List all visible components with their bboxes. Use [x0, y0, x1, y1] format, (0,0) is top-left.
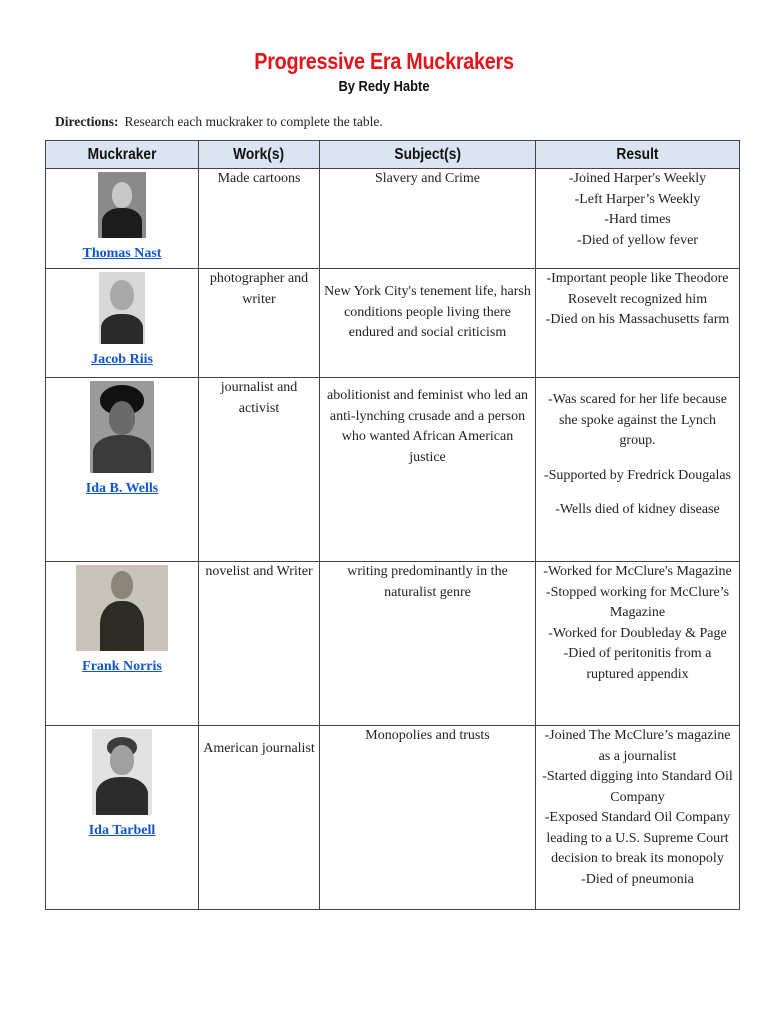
- muckraker-link[interactable]: Jacob Riis: [91, 352, 153, 367]
- portrait-photo: [99, 272, 145, 344]
- subjects-cell: Slavery and Crime: [320, 169, 536, 269]
- muckraker-link[interactable]: Ida Tarbell: [88, 823, 156, 838]
- result-line: -Exposed Standard Oil Company leading to a U.S. Supreme Court decision to break its monopoly: [544, 810, 731, 866]
- result-line: -Joined Harper's Weekly: [568, 171, 707, 186]
- result-line: -Was scared for her life because she spoke against the Lynch group.: [548, 392, 727, 448]
- result-line: -Wells died of kidney disease: [555, 502, 720, 517]
- muckraker-table: [45, 140, 740, 910]
- result-line: -Left Harper’s Weekly: [574, 191, 701, 207]
- result-line: -Died of yellow fever: [577, 232, 698, 248]
- muckraker-cell: [46, 269, 199, 378]
- subjects-cell: abolitionist and feminist who led an anti-lynching crusade and a person who wanted African American justice: [320, 378, 536, 562]
- header-works: Work(s): [199, 141, 320, 169]
- result-cell: [536, 562, 740, 726]
- result-line: -Important people like Theodore Rosevelt recognized him: [546, 271, 729, 307]
- muckraker-cell: [46, 726, 199, 910]
- portrait-photo: [98, 172, 146, 238]
- portrait-photo: [90, 381, 154, 473]
- page-title: Progressive Era Muckrakers: [254, 48, 514, 74]
- result-line: -Died on his Massachusetts farm: [545, 312, 730, 327]
- works-cell: journalist and activist: [199, 378, 320, 562]
- muckraker-cell: [46, 562, 199, 726]
- result-cell: [536, 169, 740, 269]
- result-line: -Died of peritonitis from a ruptured appendix: [563, 646, 712, 682]
- table-row: [46, 378, 740, 562]
- portrait-photo: [76, 565, 168, 651]
- header-subjects: Subject(s): [320, 141, 536, 169]
- header-muckraker: Muckraker: [46, 141, 199, 169]
- header-result: Result: [536, 141, 740, 169]
- subjects-cell: writing predominantly in the naturalist genre: [320, 562, 536, 726]
- muckraker-cell: [46, 378, 199, 562]
- result-cell: [536, 726, 740, 910]
- muckraker-link[interactable]: Frank Norris: [82, 659, 162, 674]
- portrait-photo: [92, 729, 152, 815]
- result-line: -Stopped working for McClure’s Magazine: [545, 584, 730, 620]
- works-cell: photographer and writer: [199, 269, 320, 378]
- table-row: [46, 726, 740, 910]
- directions-text: Research each muckraker to complete the table.: [124, 114, 383, 129]
- table-header-row: [46, 141, 740, 169]
- works-cell: American journalist: [199, 726, 320, 910]
- author-byline: By Redy Habte: [338, 78, 430, 95]
- muckraker-cell: [46, 169, 199, 269]
- works-cell: Made cartoons: [199, 169, 320, 269]
- muckraker-link[interactable]: Ida B. Wells: [85, 481, 159, 496]
- subjects-cell: New York City's tenement life, harsh conditions people living there endured and social criticism: [320, 269, 536, 378]
- result-cell: [536, 378, 740, 562]
- table-row: [46, 562, 740, 726]
- result-line: -Worked for Doubleday & Page: [548, 625, 727, 641]
- directions: [55, 114, 383, 130]
- result-line: -Died of pneumonia: [581, 871, 694, 887]
- result-line: -Joined The McClure’s magazine as a journalist: [544, 728, 731, 764]
- result-cell: [536, 269, 740, 378]
- result-line: -Supported by Fredrick Dougalas: [543, 467, 732, 483]
- result-line: -Worked for McClure's Magazine: [543, 564, 732, 579]
- directions-label: Directions:: [55, 114, 119, 129]
- result-line: -Started digging into Standard Oil Company: [542, 769, 733, 805]
- works-cell: novelist and Writer: [199, 562, 320, 726]
- result-line: -Hard times: [604, 212, 671, 227]
- table-row: [46, 169, 740, 269]
- table-row: [46, 269, 740, 378]
- muckraker-link[interactable]: Thomas Nast: [82, 246, 162, 261]
- subjects-cell: Monopolies and trusts: [320, 726, 536, 910]
